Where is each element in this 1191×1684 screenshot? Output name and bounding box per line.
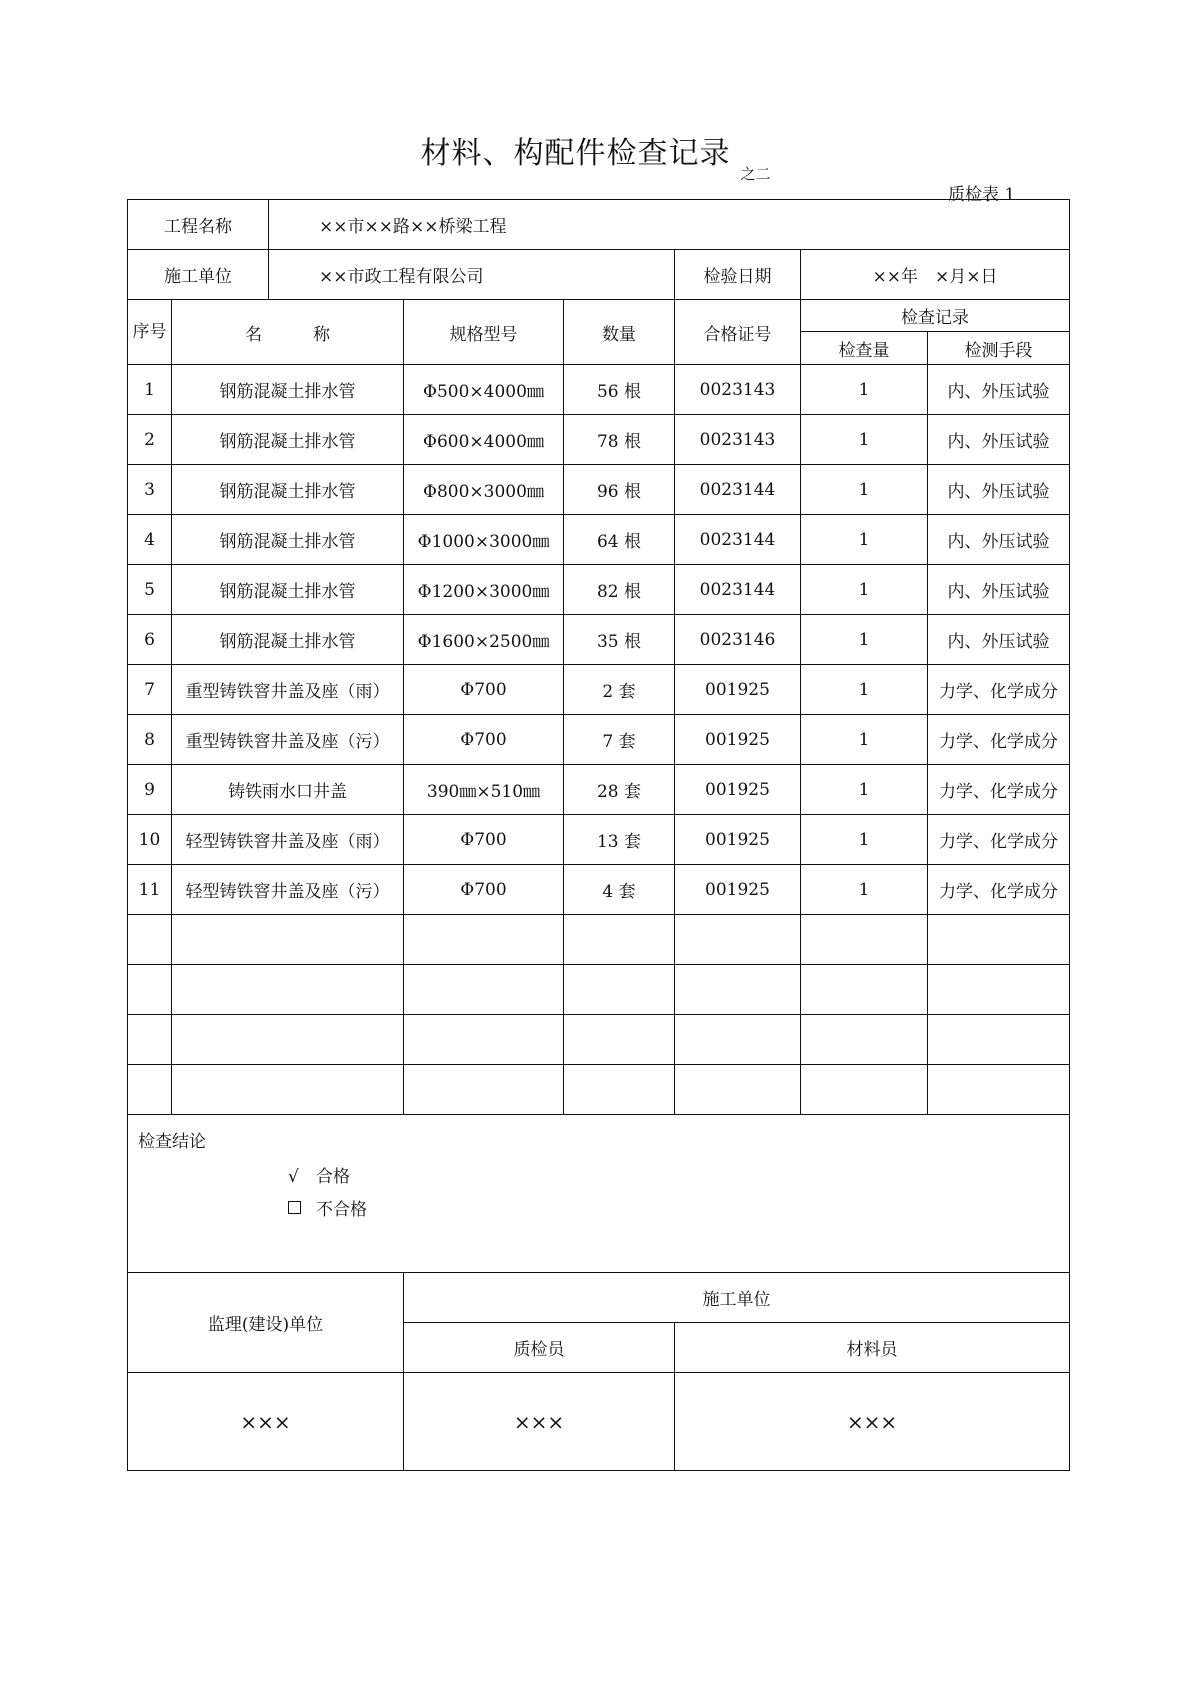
cell-name: 轻型铸铁窨井盖及座（雨）	[172, 815, 404, 865]
cell-method: 力学、化学成分	[928, 765, 1070, 815]
cell-seq: 7	[128, 665, 172, 715]
cell-spec: Φ700	[404, 715, 564, 765]
cell-cert: 001925	[675, 815, 801, 865]
conclusion-label: 检查结论	[138, 1132, 206, 1152]
pass-label: 合格	[316, 1167, 350, 1187]
cell-inspect-qty: 1	[801, 465, 928, 515]
table-row	[128, 415, 1070, 465]
empty-row	[128, 965, 1070, 1015]
cell-qty: 13 套	[564, 815, 675, 865]
conclusion-cell	[128, 1115, 1070, 1273]
empty-cell	[801, 915, 928, 965]
empty-cell	[928, 915, 1070, 965]
conclusion-option-fail	[288, 1195, 1069, 1220]
header-method: 检测手段	[928, 332, 1070, 365]
table-row	[128, 565, 1070, 615]
empty-cell	[564, 965, 675, 1015]
cell-spec: Φ800×3000㎜	[404, 465, 564, 515]
empty-cell	[404, 965, 564, 1015]
empty-cell	[675, 1065, 801, 1115]
cell-cert: 0023146	[675, 615, 801, 665]
fail-label: 不合格	[316, 1200, 367, 1220]
cell-spec: Φ700	[404, 665, 564, 715]
cell-seq: 10	[128, 815, 172, 865]
project-value: ××市××路××桥梁工程	[269, 200, 1070, 250]
contractor-row	[128, 250, 1070, 300]
cell-qty: 7 套	[564, 715, 675, 765]
header-name: 名 称	[172, 300, 404, 365]
cell-qty: 28 套	[564, 765, 675, 815]
cell-method: 力学、化学成分	[928, 815, 1070, 865]
supervisor-label: 监理(建设)单位	[128, 1273, 404, 1373]
document-subtitle: 之二	[740, 165, 771, 183]
header-cert: 合格证号	[675, 300, 801, 365]
cell-cert: 0023143	[675, 415, 801, 465]
cell-qty: 35 根	[564, 615, 675, 665]
cell-inspect-qty: 1	[801, 665, 928, 715]
table-row	[128, 615, 1070, 665]
empty-cell	[928, 1015, 1070, 1065]
cell-spec: Φ1600×2500㎜	[404, 615, 564, 665]
cell-inspect-qty: 1	[801, 565, 928, 615]
cell-method: 内、外压试验	[928, 565, 1070, 615]
cell-cert: 001925	[675, 865, 801, 915]
empty-cell	[801, 965, 928, 1015]
cell-method: 内、外压试验	[928, 615, 1070, 665]
empty-cell	[675, 915, 801, 965]
conclusion-row	[128, 1115, 1070, 1273]
cell-method: 内、外压试验	[928, 515, 1070, 565]
checkbox-empty-icon	[288, 1201, 301, 1214]
cell-inspect-qty: 1	[801, 715, 928, 765]
cell-spec: Φ700	[404, 815, 564, 865]
cell-qty: 64 根	[564, 515, 675, 565]
cell-cert: 0023144	[675, 465, 801, 515]
cell-inspect-qty: 1	[801, 515, 928, 565]
cell-name: 钢筋混凝土排水管	[172, 515, 404, 565]
cell-name: 钢筋混凝土排水管	[172, 465, 404, 515]
project-row	[128, 200, 1070, 250]
contractor-label: 施工单位	[128, 250, 269, 300]
cell-method: 内、外压试验	[928, 415, 1070, 465]
empty-cell	[801, 1015, 928, 1065]
cell-spec: Φ1200×3000㎜	[404, 565, 564, 615]
cell-spec: Φ1000×3000㎜	[404, 515, 564, 565]
header-record: 检查记录	[801, 300, 1070, 332]
cell-spec: Φ500×4000㎜	[404, 365, 564, 415]
cell-inspect-qty: 1	[801, 765, 928, 815]
contractor-value: ××市政工程有限公司	[269, 250, 675, 300]
cell-method: 内、外压试验	[928, 365, 1070, 415]
empty-row	[128, 1015, 1070, 1065]
material-signature: ×××	[675, 1373, 1070, 1471]
cell-seq: 3	[128, 465, 172, 515]
cell-cert: 0023143	[675, 365, 801, 415]
empty-cell	[675, 965, 801, 1015]
project-label: 工程名称	[128, 200, 269, 250]
form-number: 质检表 1	[948, 185, 1016, 205]
cell-cert: 001925	[675, 665, 801, 715]
table-row	[128, 865, 1070, 915]
cell-inspect-qty: 1	[801, 415, 928, 465]
empty-row	[128, 1065, 1070, 1115]
empty-row	[128, 915, 1070, 965]
empty-cell	[564, 1015, 675, 1065]
cell-name: 钢筋混凝土排水管	[172, 565, 404, 615]
empty-cell	[128, 915, 172, 965]
cell-cert: 0023144	[675, 565, 801, 615]
date-label: 检验日期	[675, 250, 801, 300]
signoff-contractor-label: 施工单位	[404, 1273, 1070, 1323]
cell-qty: 78 根	[564, 415, 675, 465]
empty-cell	[564, 1065, 675, 1115]
cell-cert: 001925	[675, 765, 801, 815]
cell-inspect-qty: 1	[801, 365, 928, 415]
cell-seq: 9	[128, 765, 172, 815]
document-title: 材料、构配件检查记录	[420, 136, 731, 171]
cell-qty: 56 根	[564, 365, 675, 415]
document-title-block	[0, 128, 1191, 183]
cell-seq: 5	[128, 565, 172, 615]
header-seq: 序号	[128, 300, 172, 365]
empty-cell	[172, 1015, 404, 1065]
empty-cell	[404, 1015, 564, 1065]
header-spec: 规格型号	[404, 300, 564, 365]
empty-cell	[128, 1065, 172, 1115]
cell-name: 重型铸铁窨井盖及座（污）	[172, 715, 404, 765]
cell-qty: 4 套	[564, 865, 675, 915]
empty-cell	[172, 915, 404, 965]
cell-cert: 0023144	[675, 515, 801, 565]
check-mark-icon: √	[288, 1167, 299, 1187]
empty-cell	[172, 965, 404, 1015]
header-row-top	[128, 300, 1070, 332]
header-inspect-qty: 检查量	[801, 332, 928, 365]
cell-seq: 8	[128, 715, 172, 765]
table-row	[128, 365, 1070, 415]
cell-qty: 96 根	[564, 465, 675, 515]
qc-label: 质检员	[404, 1323, 675, 1373]
cell-qty: 2 套	[564, 665, 675, 715]
cell-seq: 4	[128, 515, 172, 565]
table-row	[128, 515, 1070, 565]
cell-seq: 2	[128, 415, 172, 465]
cell-method: 内、外压试验	[928, 465, 1070, 515]
material-label: 材料员	[675, 1323, 1070, 1373]
empty-cell	[404, 1065, 564, 1115]
table-row	[128, 715, 1070, 765]
signoff-row	[128, 1373, 1070, 1471]
item-rows	[128, 365, 1070, 1115]
header-qty: 数量	[564, 300, 675, 365]
cell-seq: 11	[128, 865, 172, 915]
cell-qty: 82 根	[564, 565, 675, 615]
empty-cell	[404, 915, 564, 965]
cell-name: 重型铸铁窨井盖及座（雨）	[172, 665, 404, 715]
cell-spec: Φ600×4000㎜	[404, 415, 564, 465]
empty-cell	[928, 965, 1070, 1015]
cell-name: 铸铁雨水口井盖	[172, 765, 404, 815]
cell-seq: 6	[128, 615, 172, 665]
cell-spec: Φ700	[404, 865, 564, 915]
empty-cell	[128, 1015, 172, 1065]
cell-name: 钢筋混凝土排水管	[172, 415, 404, 465]
cell-name: 轻型铸铁窨井盖及座（污）	[172, 865, 404, 915]
cell-method: 力学、化学成分	[928, 715, 1070, 765]
empty-cell	[172, 1065, 404, 1115]
cell-method: 力学、化学成分	[928, 865, 1070, 915]
qc-signature: ×××	[404, 1373, 675, 1471]
supervisor-signature: ×××	[128, 1373, 404, 1471]
empty-cell	[564, 915, 675, 965]
cell-name: 钢筋混凝土排水管	[172, 615, 404, 665]
empty-cell	[928, 1065, 1070, 1115]
conclusion-option-pass	[288, 1162, 1069, 1187]
cell-inspect-qty: 1	[801, 815, 928, 865]
cell-spec: 390㎜×510㎜	[404, 765, 564, 815]
table-row	[128, 465, 1070, 515]
table-row	[128, 815, 1070, 865]
empty-cell	[801, 1065, 928, 1115]
date-value: ××年 ×月×日	[801, 250, 1070, 300]
cell-method: 力学、化学成分	[928, 665, 1070, 715]
cell-cert: 001925	[675, 715, 801, 765]
cell-seq: 1	[128, 365, 172, 415]
cell-name: 钢筋混凝土排水管	[172, 365, 404, 415]
cell-inspect-qty: 1	[801, 865, 928, 915]
inspection-record-table	[127, 199, 1070, 1471]
empty-cell	[128, 965, 172, 1015]
cell-inspect-qty: 1	[801, 615, 928, 665]
table-row	[128, 765, 1070, 815]
empty-cell	[675, 1015, 801, 1065]
signoff-header-top	[128, 1273, 1070, 1323]
table-row	[128, 665, 1070, 715]
